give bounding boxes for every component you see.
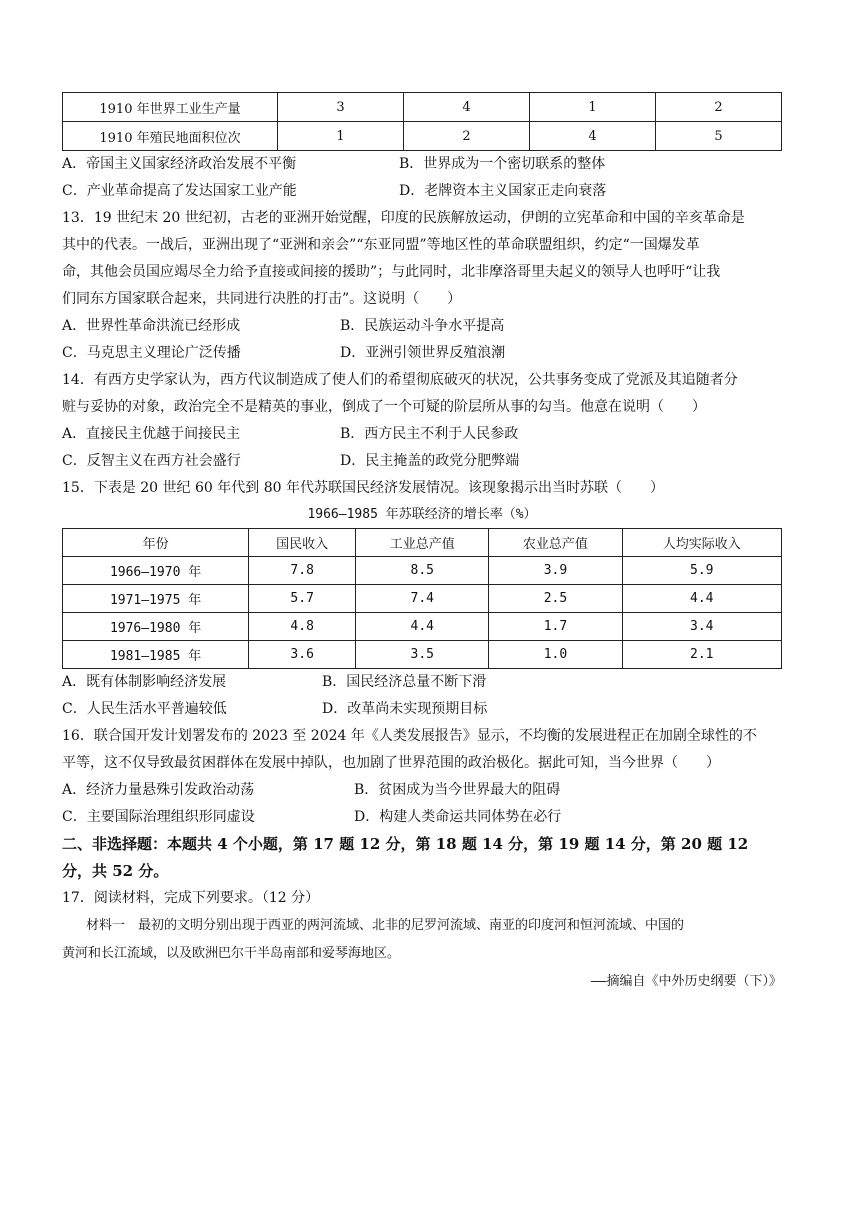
question-15 xyxy=(62,475,782,723)
colonial-industry-table xyxy=(62,92,782,151)
option-b: B．国民经济总量不断下滑 xyxy=(322,674,487,690)
table-cell: 4.8 xyxy=(249,613,356,641)
table-cell: 5.7 xyxy=(249,585,356,613)
column-header: 年份 xyxy=(63,529,249,557)
table-cell: 5 xyxy=(656,122,782,151)
question-14 xyxy=(62,367,782,475)
option-d: D．改革尚未实现预期目标 xyxy=(322,701,488,717)
column-header: 工业总产值 xyxy=(356,529,489,557)
table-row xyxy=(63,613,782,641)
table-caption: 1966—1985 年苏联经济的增长率（%） xyxy=(307,507,537,522)
option-d: D．亚洲引领世界反殖浪潮 xyxy=(340,345,506,361)
table-row xyxy=(63,122,782,151)
option-d: D．民主掩盖的政党分肥弊端 xyxy=(340,453,520,469)
table-cell: 1976—1980 年 xyxy=(63,613,249,641)
question-line: 13．19 世纪末 20 世纪初，古老的亚洲开始觉醒，印度的民族解放运动，伊朗的立宪革命和中国的辛亥革命是 xyxy=(62,210,745,226)
question-line: 平等，这不仅导致最贫困群体在发展中掉队，也加剧了世界范围的政治极化。据此可知，当今世界（ ） xyxy=(62,755,720,771)
table-cell: 7.4 xyxy=(356,585,489,613)
table-cell: 3.6 xyxy=(249,641,356,669)
table-cell: 2 xyxy=(656,93,782,122)
material-line: 黄河和长江流域，以及欧洲巴尔干半岛南部和爱琴海地区。 xyxy=(62,946,401,961)
q13-options-row2 xyxy=(62,340,782,367)
table-cell: 3 xyxy=(278,93,404,122)
option-c: C．主要国际治理组织形同虚设 xyxy=(62,809,255,825)
q12-options-row1 xyxy=(62,151,782,178)
table-cell: 1971—1975 年 xyxy=(63,585,249,613)
option-b: B．世界成为一个密切联系的整体 xyxy=(399,156,606,172)
table-header-row xyxy=(63,529,782,557)
option-a: A．经济力量悬殊引发政治动荡 xyxy=(62,782,255,798)
table-cell: 4 xyxy=(404,93,530,122)
question-line: 其中的代表。一战后，亚洲出现了“亚洲和亲会”“东亚同盟”等地区性的革命联盟组织，约定“一国爆发革 xyxy=(62,237,700,253)
table-cell: 7.8 xyxy=(249,557,356,585)
table-cell: 1.0 xyxy=(489,641,622,669)
column-header: 农业总产值 xyxy=(489,529,622,557)
section-heading-line: 二、非选择题：本题共 4 个小题，第 17 题 12 分，第 18 题 14 分，第 19 题 14 分，第 20 题 12 xyxy=(62,835,749,853)
question-13 xyxy=(62,205,782,367)
q13-options-row1 xyxy=(62,313,782,340)
q12-options-row2 xyxy=(62,178,782,205)
question-line: 赃与妥协的对象，政治完全不是精英的事业，倒成了一个可疑的阶层所从事的勾当。他意在说明（ ） xyxy=(62,399,706,415)
table-row xyxy=(63,585,782,613)
question-16 xyxy=(62,723,782,831)
table-cell: 4.4 xyxy=(356,613,489,641)
question-17 xyxy=(62,885,782,996)
table-cell: 5.9 xyxy=(622,557,781,585)
table-cell: 3.9 xyxy=(489,557,622,585)
q16-options-row1 xyxy=(62,777,782,804)
table-cell: 1 xyxy=(530,93,656,122)
table-cell: 1 xyxy=(278,122,404,151)
option-a: A．帝国主义国家经济政治发展不平衡 xyxy=(62,156,297,172)
option-a: A．直接民主优越于间接民主 xyxy=(62,426,241,442)
question-line: 们同东方国家联合起来，共同进行决胜的打击”。这说明（ ） xyxy=(62,291,462,307)
soviet-growth-table xyxy=(62,528,782,669)
table-cell: 1981—1985 年 xyxy=(63,641,249,669)
section-heading-line: 分，共 52 分。 xyxy=(62,862,169,880)
row-label: 1910 年殖民地面积位次 xyxy=(63,122,278,151)
option-c: C．反智主义在西方社会盛行 xyxy=(62,453,241,469)
row-label: 1910 年世界工业生产量 xyxy=(63,93,278,122)
table-row xyxy=(63,93,782,122)
material-line: 材料一 最初的文明分别出现于西亚的两河流域、北非的尼罗河流域、南亚的印度河和恒河流域、中国的 xyxy=(86,918,685,933)
q14-options-row2 xyxy=(62,448,782,475)
table-row xyxy=(63,641,782,669)
table-cell: 2 xyxy=(404,122,530,151)
table-cell: 3.5 xyxy=(356,641,489,669)
section-2-heading xyxy=(62,831,782,885)
question-line: 15．下表是 20 世纪 60 年代到 80 年代苏联国民经济发展情况。该现象揭示出当时苏联（ ） xyxy=(62,480,664,496)
option-c: C．产业革命提高了发达国家工业产能 xyxy=(62,183,297,199)
table-row xyxy=(63,557,782,585)
table-cell: 2.1 xyxy=(622,641,781,669)
option-d: D．构建人类命运共同体势在必行 xyxy=(354,809,562,825)
question-line: 14．有西方史学家认为，西方代议制造成了使人们的希望彻底破灭的状况，公共事务变成了党派及其追随者分 xyxy=(62,372,738,388)
q15-options-row1 xyxy=(62,669,782,696)
option-d: D．老牌资本主义国家正走向衰落 xyxy=(399,183,607,199)
table-cell: 8.5 xyxy=(356,557,489,585)
question-line: 16．联合国开发计划署发布的 2023 至 2024 年《人类发展报告》显示，不均衡的发展进程正在加剧全球性的不 xyxy=(62,728,757,744)
option-b: B．民族运动斗争水平提高 xyxy=(340,318,505,334)
option-a: A．既有体制影响经济发展 xyxy=(62,674,227,690)
question-line: 命，其他会员国应竭尽全力给予直接或间接的援助”；与此同时，北非摩洛哥里夫起义的领导人也呼吁“让我 xyxy=(62,264,721,280)
table-cell: 1966—1970 年 xyxy=(63,557,249,585)
material-source: ——摘编自《中外历史纲要（下）》 xyxy=(590,974,782,989)
option-a: A．世界性革命洪流已经形成 xyxy=(62,318,241,334)
column-header: 人均实际收入 xyxy=(622,529,781,557)
table-cell: 3.4 xyxy=(622,613,781,641)
q16-options-row2 xyxy=(62,804,782,831)
option-c: C．马克思主义理论广泛传播 xyxy=(62,345,241,361)
option-b: B．贫困成为当今世界最大的阻碍 xyxy=(354,782,561,798)
option-b: B．西方民主不利于人民参政 xyxy=(340,426,519,442)
column-header: 国民收入 xyxy=(249,529,356,557)
table-cell: 4 xyxy=(530,122,656,151)
exam-page xyxy=(62,92,782,996)
table-cell: 2.5 xyxy=(489,585,622,613)
table-cell: 4.4 xyxy=(622,585,781,613)
option-c: C．人民生活水平普遍较低 xyxy=(62,701,227,717)
table-cell: 1.7 xyxy=(489,613,622,641)
question-stem: 17．阅读材料，完成下列要求。（12 分） xyxy=(62,890,320,906)
q14-options-row1 xyxy=(62,421,782,448)
q15-options-row2 xyxy=(62,696,782,723)
